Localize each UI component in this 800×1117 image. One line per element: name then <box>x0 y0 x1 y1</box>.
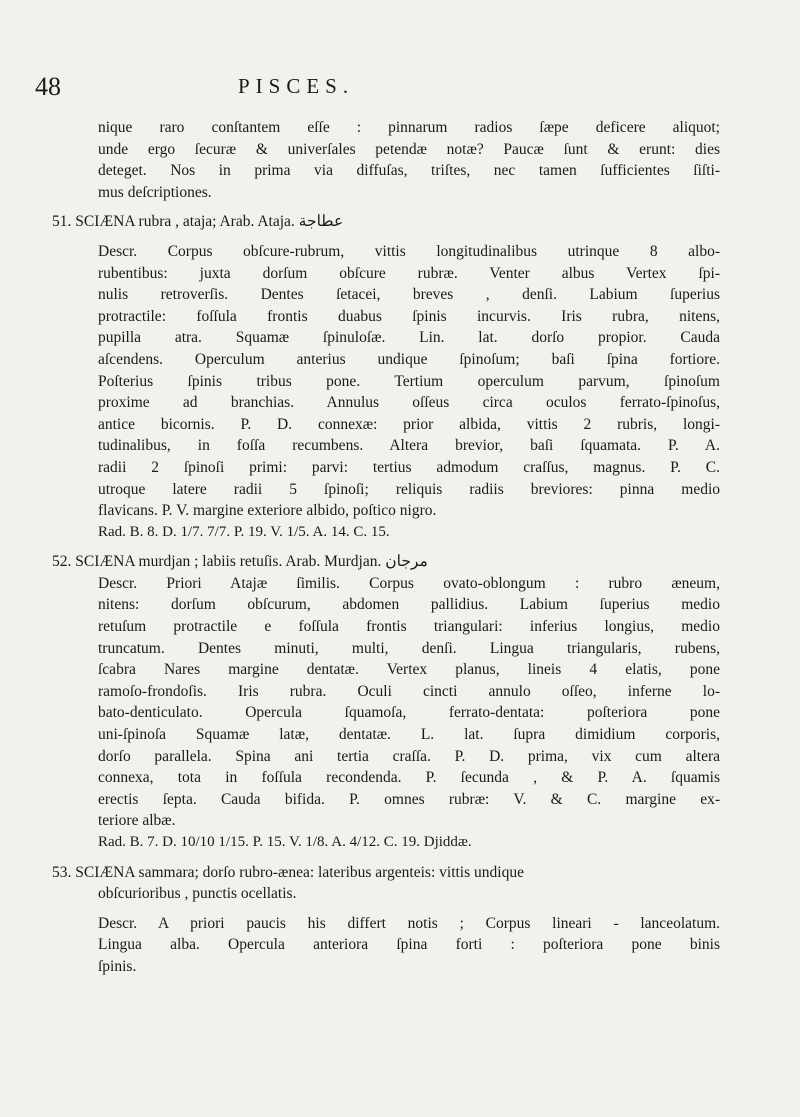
paragraph-gap <box>98 233 720 241</box>
text-line: 51. SCIÆNA rubra , ataja; Arab. Ataja. عطاجة <box>52 213 344 231</box>
text-line: bato-denticulato. Opercula ſquamoſa, ferrato-dentata: poſteriora pone <box>98 704 720 722</box>
paragraph-gap <box>98 203 720 211</box>
text-line: erectis ſepta. Cauda bifida. P. omnes rubræ: V. & C. margine ex- <box>98 790 720 808</box>
text-line: tudinalibus, in foſſa recumbens. Altera brevior, baſi ſquamata. P. A. <box>98 437 720 455</box>
text-line: unde ergo ſecuræ & univerſales petendæ notæ? Paucæ ſunt & erunt: dies <box>98 140 720 158</box>
text-line: Lingua alba. Opercula anteriora ſpina forti : poſteriora pone binis <box>98 936 720 954</box>
text-line: rubentibus: juxta dorſum obſcure rubræ. Venter albus Vertex ſpi- <box>98 264 720 282</box>
text-line: utroque latere radii 5 ſpinoſi; reliquis radiis breviores: pinna medio <box>98 480 720 498</box>
paragraph-gap <box>98 543 720 551</box>
paragraph-gap <box>98 854 720 862</box>
page-number: 48 <box>35 72 61 101</box>
running-head: PISCES. <box>238 74 355 98</box>
text-line: Rad. B. 8. D. 1/7. 7/7. P. 19. V. 1/5. A. 14. C. 15. <box>98 523 390 540</box>
text-line: nitens: dorſum obſcurum, abdomen pallidius. Labium ſuperius medio <box>98 596 720 614</box>
text-line: ſcabra Nares margine dentatæ. Vertex planus, lineis 4 elatis, pone <box>98 661 720 679</box>
text-line: flavicans. P. V. margine exteriore albido, poſtico nigro. <box>98 502 437 520</box>
text-line: Descr. Priori Atajæ ſimilis. Corpus ovato-oblongum : rubro æneum, <box>98 574 720 592</box>
text-line: 53. SCIÆNA sammara; dorſo rubro-ænea: lateribus argenteis: vittis undique <box>52 863 524 881</box>
text-line: ſpinis. <box>98 957 137 975</box>
text-line: antice bicornis. P. D. connexæ: prior albida, vittis 2 rubris, longi- <box>98 415 720 433</box>
text-line: protractile: foſſula frontis duabus ſpinis incurvis. Iris rubra, nitens, <box>98 307 720 325</box>
text-line: deteget. Nos in prima via diffuſas, triſtes, nec tamen ſufficientes ſiſti- <box>98 162 720 180</box>
text-line: proxime ad branchias. Annulus oſſeus circa oculos ferrato-ſpinoſus, <box>98 394 720 412</box>
text-line: ramoſo-frondoſis. Iris rubra. Oculi cincti annulo oſſeo, inferne lo- <box>98 682 720 700</box>
text-line: Descr. A priori paucis his differt notis ; Corpus lineari - lanceolatum. <box>98 914 720 932</box>
text-line: connexa, tota in foſſula recondenda. P. ſecunda , & P. A. ſquamis <box>98 769 720 787</box>
text-line: mus deſcriptiones. <box>98 183 212 201</box>
text-line: pupilla atra. Squamæ ſpinuloſæ. Lin. lat. dorſo propior. Cauda <box>98 329 720 347</box>
text-line: retuſum protractile e foſſula frontis triangulari: inferius longius, medio <box>98 618 720 636</box>
text-line: Poſterius ſpinis tribus pone. Tertium operculum parvum, ſpinoſum <box>98 372 720 390</box>
text-line: truncatum. Dentes minuti, multi, denſi. Lingua triangularis, rubens, <box>98 639 720 657</box>
text-line: teriore albæ. <box>98 812 176 830</box>
text-line: obſcurioribus , punctis ocellatis. <box>98 885 297 903</box>
text-line: radii 2 ſpinoſi primi: parvi: tertius admodum craſſus, magnus. P. C. <box>98 458 720 476</box>
page-header <box>0 62 800 102</box>
text-line: uni-ſpinoſa Squamæ latæ, dentatæ. L. lat. ſupra dimidium corporis, <box>98 726 720 744</box>
text-line: dorſo parallela. Spina ani tertia craſſa. P. D. prima, vix cum altera <box>98 747 720 765</box>
text-line: Rad. B. 7. D. 10/10 1/15. P. 15. V. 1/8. A. 4/12. C. 19. Djiddæ. <box>98 834 472 850</box>
body-text <box>52 117 720 978</box>
text-line: nulis retroverſis. Dentes ſetacei, breves , denſi. Labium ſuperius <box>98 286 720 304</box>
text-line: nique raro conſtantem eſſe : pinnarum radios ſæpe deficere aliquot; <box>98 119 720 136</box>
text-line: Descr. Corpus obſcure-rubrum, vittis longitudinalibus utrinque 8 albo- <box>98 242 720 260</box>
text-line: 52. SCIÆNA murdjan ; labiis retuſis. Arab. Murdjan. مرجان <box>52 553 428 571</box>
text-line: aſcendens. Operculum anterius undique ſpinoſum; baſi ſpina fortiore. <box>98 350 720 368</box>
paragraph-gap <box>98 905 720 913</box>
